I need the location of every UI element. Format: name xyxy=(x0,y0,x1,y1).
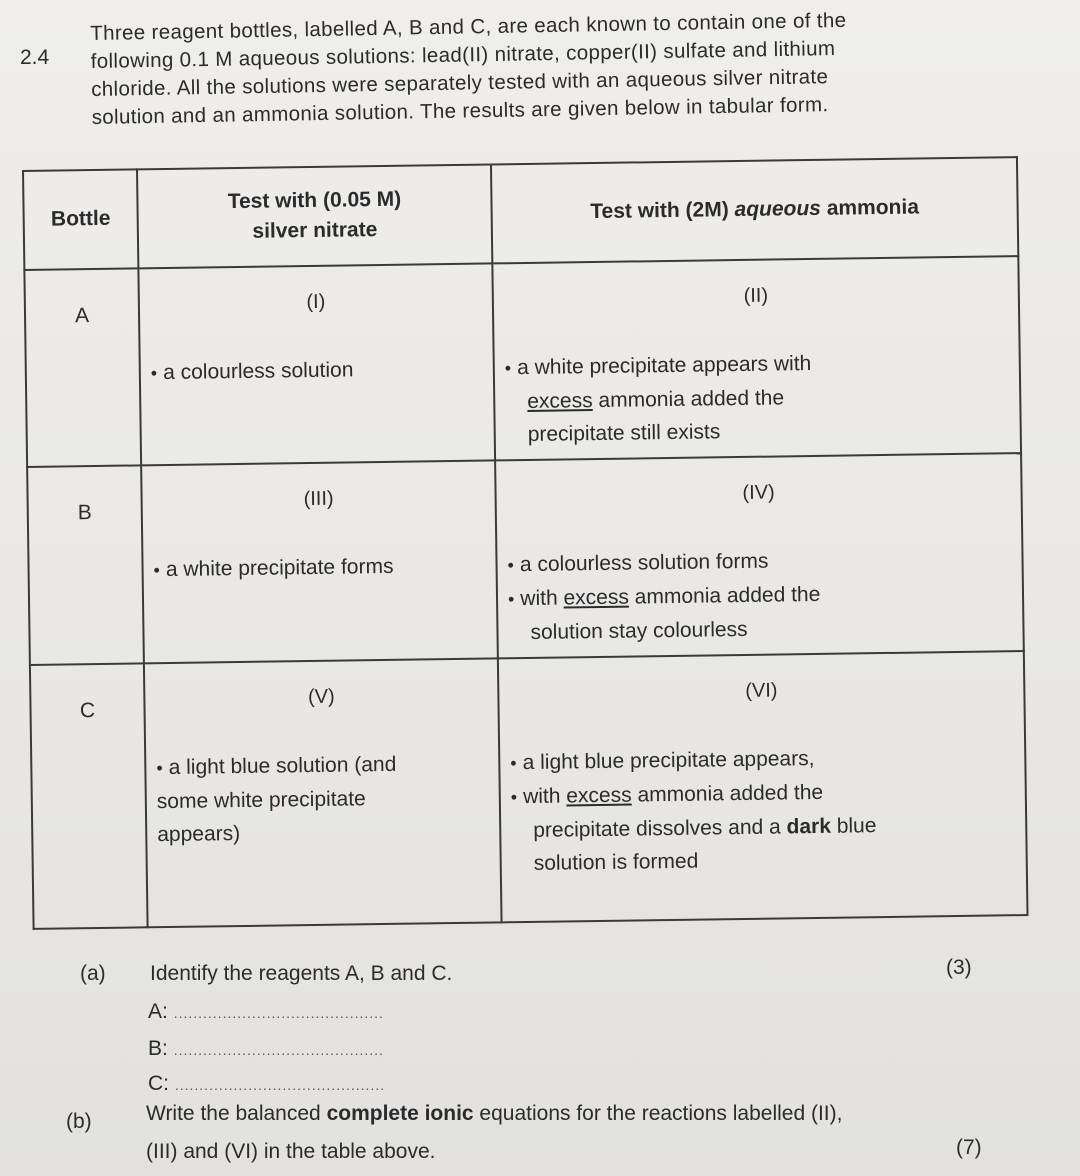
observation-text: a colourless solution xyxy=(162,358,354,384)
ammonia-cell xyxy=(498,651,1028,922)
part-b-text xyxy=(146,1102,842,1126)
reaction-label: (I) xyxy=(306,290,326,313)
observation-text: blue xyxy=(830,814,877,838)
part-b-text-line2: (III) and (VI) in the table above. xyxy=(146,1140,436,1163)
observation-text: with xyxy=(520,586,564,611)
answer-line-b[interactable] xyxy=(148,1037,384,1061)
reaction-label: (II) xyxy=(743,284,769,307)
observation-underlined: excess xyxy=(566,783,632,808)
header-ammonia xyxy=(491,157,1018,263)
question-number: 2.4 xyxy=(20,46,50,69)
reaction-label: (IV) xyxy=(742,481,775,505)
header-silver-line1: Test with (0.05 M) xyxy=(227,188,402,214)
bottle-cell xyxy=(24,268,141,467)
answer-line-a[interactable] xyxy=(148,1000,384,1024)
observation: • a colourless solution xyxy=(150,358,354,384)
results-table xyxy=(22,156,1029,930)
answer-label: B: xyxy=(148,1037,168,1060)
header-bottle: Bottle xyxy=(23,169,138,269)
ammonia-cell xyxy=(495,453,1024,658)
observation-text: ammonia added the xyxy=(592,386,785,412)
observation-text: solution stay colourless xyxy=(530,618,748,645)
part-b-text-pre: Write the balanced xyxy=(146,1102,327,1125)
observation-text: ammonia added the xyxy=(628,583,821,609)
answer-dots: ........................................... xyxy=(174,1077,386,1093)
part-b-text-post: equations for the reactions labelled (II), xyxy=(473,1102,843,1125)
header-silver-nitrate xyxy=(137,164,492,268)
header-ammonia-suffix: ammonia xyxy=(820,195,920,221)
table-row xyxy=(24,256,1021,467)
observation-bold: dark xyxy=(786,814,832,839)
observation-text: precipitate still exists xyxy=(527,420,721,446)
silver-nitrate-cell xyxy=(141,461,498,663)
observation-text: precipitate dissolves and a xyxy=(533,815,787,842)
observation-text: with xyxy=(522,784,567,808)
observation-text: appears) xyxy=(157,821,241,847)
observation: • a light blue precipitate appears, • with excess ammonia added the precipitate dissolves and a dark blue solution is formed xyxy=(510,739,1016,880)
reaction-label: (VI) xyxy=(745,679,778,702)
observation: • a white precipitate appears with excess ammonia added the precipitate still exists xyxy=(505,344,1010,451)
header-silver-line2: silver nitrate xyxy=(252,218,378,244)
reaction-label: (V) xyxy=(307,685,335,708)
observation-text: a light blue precipitate appears, xyxy=(522,746,815,774)
bottle-label: B xyxy=(77,501,92,525)
answer-label: A: xyxy=(148,1000,168,1023)
answer-dots: ........................................... xyxy=(173,1042,384,1058)
observation-text: a light blue solution (and xyxy=(168,752,397,779)
intro-line: following 0.1 M aqueous solutions: lead(II) nitrate, copper(II) sulfate and lithium xyxy=(90,36,836,73)
header-ammonia-italic: aqueous xyxy=(734,197,822,222)
answer-dots: ........................................... xyxy=(173,1005,384,1021)
observation: • a light blue solution (and some white precipitate appears) xyxy=(156,746,489,851)
observation-text: a colourless solution forms xyxy=(519,549,769,577)
bottle-cell xyxy=(30,663,148,929)
observation-text: a white precipitate appears with xyxy=(516,351,812,379)
intro-line: chloride. All the solutions were separately tested with an aqueous silver nitrate xyxy=(91,65,829,101)
observation: • a white precipitate forms xyxy=(153,555,394,582)
table-row xyxy=(30,651,1028,929)
reaction-label: (III) xyxy=(303,488,334,511)
observation-text: a white precipitate forms xyxy=(165,555,394,582)
intro-line: Three reagent bottles, labelled A, B and C, are each known to contain one of the xyxy=(90,8,847,45)
part-b-text-bold: complete ionic xyxy=(326,1102,474,1125)
table-row xyxy=(27,453,1024,664)
bottle-label: C xyxy=(79,698,96,723)
observation-text: solution is formed xyxy=(533,849,699,875)
bottle-label: A xyxy=(74,303,90,328)
part-b-marks: (7) xyxy=(956,1136,982,1159)
part-a-marks: (3) xyxy=(946,956,972,979)
observation-text: some white precipitate xyxy=(156,787,366,814)
part-a-text: Identify the reagents A, B and C. xyxy=(150,962,453,985)
ammonia-cell xyxy=(492,256,1021,461)
silver-nitrate-cell xyxy=(138,263,495,465)
part-a-label: (a) xyxy=(80,962,106,985)
silver-nitrate-cell xyxy=(144,658,502,927)
observation-underlined: excess xyxy=(563,585,630,610)
intro-line: solution and an ammonia solution. The results are given below in tabular form. xyxy=(91,93,829,129)
part-b-label: (b) xyxy=(66,1110,92,1133)
observation-underlined: excess xyxy=(527,388,593,413)
header-ammonia-prefix: Test with (2M) xyxy=(590,198,735,224)
bottle-cell xyxy=(27,466,144,665)
question-intro xyxy=(90,4,992,132)
observation: • a colourless solution forms • with excess ammonia added the solution stay colourless xyxy=(507,542,1012,650)
table-header-row xyxy=(23,157,1018,270)
answer-label: C: xyxy=(148,1072,169,1095)
answer-line-c[interactable] xyxy=(148,1072,385,1096)
observation-text: ammonia added the xyxy=(631,780,824,807)
